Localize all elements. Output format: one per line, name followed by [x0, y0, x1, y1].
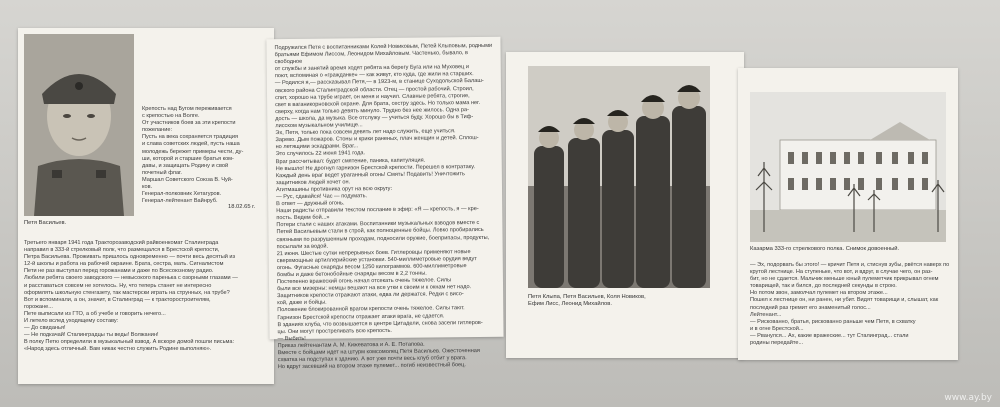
brochure-panel-4: [738, 68, 958, 360]
epigraph-date: 18.02.65 г.: [228, 204, 256, 210]
barracks-photo: [750, 92, 946, 242]
panel2-body-text: Подружился Петя с воспитанниками Колей Новиковым, Петей Клыповым, родными братьями Ефимом Лиссом, Леонидом Михайловым. Частенько, бывало, в свободное от службы и занятий время ходят ребята на берегу Буга или на Муховец и поют, вспоминая о «гражданке» — как живут, кто куда, где жили на старших. — Родился я,— рассказывал Петя,— в 1923-м, в станице Суходольской Балаш- овского района Сталинградской области. Отец — простой рабочий. Строил, спит, хорошо на трубе играет, он меня и научил. Славные ребята, строгие, свет в ваганикорновской охране. Для брата, сестру здесь. Но только мама нег. сверху, когда нам только девять минуло. Трудно без нее жилось. Одна ра- дость — школа, да музыка. Все отслужу — учиться буду. Хорошо бы в Тиф- лисском музыкальном училище... Эх, Петя, только пока совсем девять лет надо служить, еще учиться. Зарево. Дым пожаров. Стоны и крики раненых, плач женщин и детей. Сплош- но летящими эскадрами. Враг... Это случилось 22 июня 1941 года. Враг рассчитывал: будет смятение, паника, капитуляция. Не вышло! Не дрогнул гарнизон Брестской крепости. Перешел в контратаку. Каждый день враг ведет ураганный огонь! Смять! Подавить! Уничтожить защитников людей хочет он. Агитмашины противника орут на всю округу: — Рус, сдавайся! Час — подумать. В ответ — дружный огонь. Наши радисты отправили текстом послание в эфир: «Я — крепость, я — кре- пость. Ведем бой...» Потери стали с наших атаками. Воспитанники музыкальных взводов вместе с Петей Васильевым стали в строй, как полноценные бойцы. Ловко пробирались связными по разрушенным проходам, подносили оружие, боеприпасы, продукты, посылали за водой. 21 июня. Шестые сутки непрерывных боев. Гитлеровцы применяют новые сверхмощные артиллерийские установки. 540-миллиметровые орудия ведут огонь. Фугасные снаряды весом 1250 килограммов. 600-миллиметровые бомбы и даже бетонобойные снаряды весом в 2,2 тонны. Постепенно вражеский огонь начал отсекать очень тяжелое. Силы были все мизерны: немцы вешают на все утки к своим и к окнам нет надо. Защитников крепости отражают атаки, едва ли держатся. Редки с висо- кой, даже и бойцы. Положение блокированной врагом крепости очень тяжелое. Силы тают. Гарнизон Брестской крепости отражает атаки врага, не сдается. В зданиях клуба, что возвышается в центре Цитадели, снова засели гитлеров- цы. Они могут простреливать всю крепость. — Выбить! Приказ лейтенантам А. М. Кижеватова и А. Е. Потапова. Вместе с бойцами идет на штурм комсомолец Петя Васильев. Ожесточенная схватка на подступах к зданию. А вот уже почти весь клуб отбит у врага. Но вдруг засевший на втором этаже пулемет... погиб неизвестный боец.: [274, 42, 493, 371]
brochure-panel-1: [18, 28, 274, 384]
panel4-body-text: — Эх, подорвать бы этого! — кричит Петя и, стиснув зубы, рвётся наверх по крутой лестнице. На ступеньке, что вот, и вдруг, в случае чего, он раз- бит, но не сдается. Мальчик меньше юный пулеметчик прикрывал огнем товарищей, так и бился, до последней секунды в строю. Но потом звон, замолчал пулемет на втором этаже... Пошел к лестнице он, ни ранен, ни убит. Видят товарищи и, слышат, как последний раз гремит его знаменитый голос... Лейтенант... — Рискованно, братья, рискованно раньше чем Петя, в схватку и в огне Брестской... — Рванулся... Ах, какие вражеские... тут Сталинград... стали родины передайте...: [750, 262, 950, 347]
soldier-portrait-image: [24, 34, 134, 216]
barracks-caption: Казарма 333-го стрелкового полка. Снимок довоенный.: [750, 246, 900, 252]
five-soldiers-image: [528, 66, 710, 288]
brochure-panel-2: [266, 37, 503, 371]
panel1-body-text: Третьего января 1941 года Тракторозаводский райвоенкомат Сталинграда направил в 333-й стрелковый полк, что размещался в Брестской крепости, Петра Васильева. Проживать пришлось одновременно — почти весь десятый из 12-й школы и работа на рабочей окраине. Брата, сестра, мать. Сигналистом Пети не раз выступал перед горожанами и даже по Всесоюзному радио. Любили ребята своего заводского — невысокого паренька с озорными глазами — и расставаться совсем не хотелось. Ну, что теперь станет не интересно оформлять школьную стенгазету, так мастерски играть на струнных, на трубе? Вот и вспоминали, а он, значит, в Сталинград — к тракторостроителям, горожане... Пете выписали из ГТО, а об учебе и говорить нечего... И летело вслед уходящему составу: — До свиданья! — Не подкачай! Сталинградцы ты веды! Волжанин! В полку Петю определили в музыкальный взвод. А вскоре домой пошли письма: «Народ здесь отличный. Вам никак честно служить Родине выполняю».: [24, 240, 238, 353]
portrait-caption: Петя Васильев.: [24, 220, 67, 226]
barracks-building-image: [750, 92, 946, 242]
watermark-text: www.ay.by: [944, 393, 992, 403]
group-photo: [528, 66, 710, 288]
brochure-panel-3: [506, 52, 744, 358]
group-photo-caption: Петя Клыпа, Петя Васильев, Коля Новиков, Ефим Лисс, Леонид Михайлов.: [528, 294, 646, 307]
epigraph-text: Крепость над Бугом переживается с крепостью на Волге. От участников боев за эти крепости пожелание: Пусть на века сохраняется традиция и слава советских людей, пусть наша молодежь бережет примеры чести, ду- ши, которой и старшие братья ком- давы, и защищать Родину и свой почетный флаг. Маршал Советского Союза В. Чуй- ков. Генерал-полковник Хетагуров. Генерал-лейтенант Вайнруб.: [142, 106, 244, 205]
portrait-photo: [24, 34, 134, 216]
